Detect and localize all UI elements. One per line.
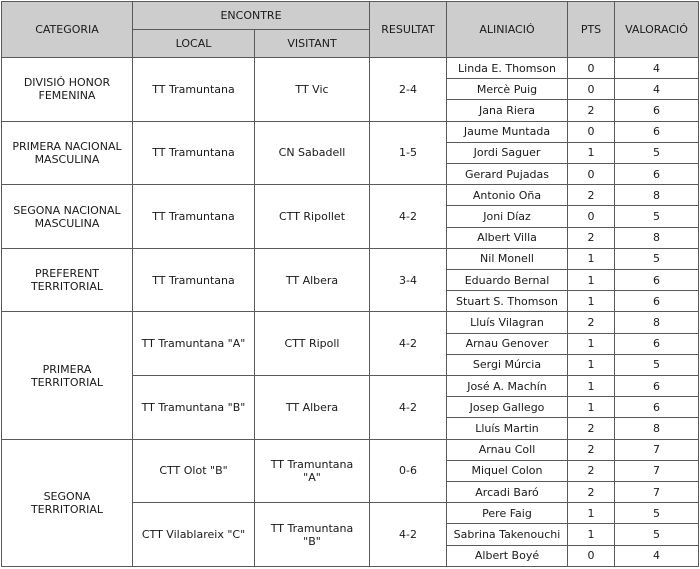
player-pts-cell: 1 (568, 270, 615, 291)
player-name-cell: Stuart S. Thomson (447, 291, 568, 312)
player-name-cell: Nil Monell (447, 248, 568, 269)
local-team-cell: TT Tramuntana "B" (133, 376, 255, 440)
visitant-team-cell: TT Vic (255, 58, 370, 122)
player-name-cell: Jana Riera (447, 100, 568, 121)
player-name-cell: Lluís Martin (447, 418, 568, 439)
player-pts-cell: 1 (568, 248, 615, 269)
player-rating-cell: 5 (615, 503, 699, 524)
player-rating-cell: 8 (615, 185, 699, 206)
visitant-team-cell: TT Albera (255, 248, 370, 312)
player-pts-cell: 2 (568, 482, 615, 503)
player-rating-cell: 6 (615, 270, 699, 291)
header-valoracio: VALORACIÓ (615, 2, 699, 58)
header-visitant: VISITANT (255, 30, 370, 58)
player-pts-cell: 1 (568, 397, 615, 418)
table-header (2, 2, 699, 58)
result-cell: 0-6 (370, 439, 447, 503)
local-team-cell: TT Tramuntana (133, 121, 255, 185)
player-pts-cell: 2 (568, 439, 615, 460)
result-cell: 4-2 (370, 376, 447, 440)
player-pts-cell: 1 (568, 524, 615, 545)
player-rating-cell: 6 (615, 291, 699, 312)
result-cell: 4-2 (370, 185, 447, 249)
player-pts-cell: 1 (568, 376, 615, 397)
table-row (2, 185, 699, 206)
player-name-cell: Josep Gallego (447, 397, 568, 418)
player-name-cell: Jordi Saguer (447, 142, 568, 163)
player-pts-cell: 2 (568, 185, 615, 206)
player-rating-cell: 7 (615, 482, 699, 503)
player-rating-cell: 7 (615, 460, 699, 481)
local-team-cell: TT Tramuntana (133, 58, 255, 122)
player-name-cell: Eduardo Bernal (447, 270, 568, 291)
result-cell: 4-2 (370, 503, 447, 567)
category-cell: SEGONA NACIONAL MASCULINA (2, 185, 133, 249)
player-rating-cell: 6 (615, 333, 699, 354)
visitant-team-cell: CTT Ripoll (255, 312, 370, 376)
player-name-cell: Arnau Genover (447, 333, 568, 354)
player-pts-cell: 1 (568, 333, 615, 354)
player-rating-cell: 5 (615, 354, 699, 375)
player-rating-cell: 4 (615, 79, 699, 100)
category-cell: DIVISIÓ HONOR FEMENINA (2, 58, 133, 122)
player-rating-cell: 8 (615, 418, 699, 439)
player-name-cell: Arnau Coll (447, 439, 568, 460)
visitant-team-cell: CTT Ripollet (255, 185, 370, 249)
header-encontre: ENCONTRE (133, 2, 370, 30)
player-name-cell: Sabrina Takenouchi (447, 524, 568, 545)
player-pts-cell: 0 (568, 164, 615, 185)
player-rating-cell: 4 (615, 545, 699, 566)
player-pts-cell: 1 (568, 354, 615, 375)
player-pts-cell: 0 (568, 206, 615, 227)
player-name-cell: Joni Díaz (447, 206, 568, 227)
player-pts-cell: 2 (568, 312, 615, 333)
player-rating-cell: 8 (615, 227, 699, 248)
player-name-cell: Antonio Oña (447, 185, 568, 206)
player-pts-cell: 1 (568, 291, 615, 312)
player-pts-cell: 0 (568, 79, 615, 100)
header-resultat: RESULTAT (370, 2, 447, 58)
table-row (2, 58, 699, 79)
player-pts-cell: 0 (568, 58, 615, 79)
player-rating-cell: 7 (615, 439, 699, 460)
player-pts-cell: 1 (568, 142, 615, 163)
category-cell: PRIMERA NACIONAL MASCULINA (2, 121, 133, 185)
player-name-cell: Arcadi Baró (447, 482, 568, 503)
player-rating-cell: 6 (615, 376, 699, 397)
category-cell: SEGONA TERRITORIAL (2, 439, 133, 566)
player-pts-cell: 2 (568, 100, 615, 121)
player-rating-cell: 6 (615, 397, 699, 418)
player-name-cell: Albert Villa (447, 227, 568, 248)
player-rating-cell: 6 (615, 100, 699, 121)
player-name-cell: Sergi Múrcia (447, 354, 568, 375)
local-team-cell: TT Tramuntana "A" (133, 312, 255, 376)
local-team-cell: CTT Olot "B" (133, 439, 255, 503)
player-name-cell: Albert Boyé (447, 545, 568, 566)
player-name-cell: Pere Faig (447, 503, 568, 524)
category-cell: PRIMERA TERRITORIAL (2, 312, 133, 439)
category-cell: PREFERENT TERRITORIAL (2, 248, 133, 312)
player-pts-cell: 2 (568, 418, 615, 439)
player-rating-cell: 4 (615, 58, 699, 79)
result-cell: 2-4 (370, 58, 447, 122)
player-pts-cell: 0 (568, 545, 615, 566)
player-rating-cell: 6 (615, 164, 699, 185)
result-cell: 1-5 (370, 121, 447, 185)
player-rating-cell: 5 (615, 524, 699, 545)
visitant-team-cell: TT Tramuntana "B" (255, 503, 370, 567)
local-team-cell: TT Tramuntana (133, 248, 255, 312)
player-rating-cell: 8 (615, 312, 699, 333)
player-pts-cell: 0 (568, 121, 615, 142)
table-row (2, 439, 699, 460)
header-categoria: CATEGORIA (2, 2, 133, 58)
player-rating-cell: 5 (615, 248, 699, 269)
player-name-cell: José A. Machín (447, 376, 568, 397)
header-local: LOCAL (133, 30, 255, 58)
visitant-team-cell: TT Albera (255, 376, 370, 440)
results-table (1, 1, 699, 567)
header-alineacio: ALINIACIÓ (447, 2, 568, 58)
player-pts-cell: 2 (568, 460, 615, 481)
result-cell: 4-2 (370, 312, 447, 376)
visitant-team-cell: TT Tramuntana "A" (255, 439, 370, 503)
player-name-cell: Lluís Vilagran (447, 312, 568, 333)
player-name-cell: Linda E. Thomson (447, 58, 568, 79)
player-rating-cell: 6 (615, 121, 699, 142)
player-name-cell: Mercè Puig (447, 79, 568, 100)
table-row (2, 312, 699, 333)
local-team-cell: CTT Vilablareix "C" (133, 503, 255, 567)
header-pts: PTS (568, 2, 615, 58)
player-name-cell: Miquel Colon (447, 460, 568, 481)
player-name-cell: Gerard Pujadas (447, 164, 568, 185)
table-row (2, 248, 699, 269)
local-team-cell: TT Tramuntana (133, 185, 255, 249)
visitant-team-cell: CN Sabadell (255, 121, 370, 185)
result-cell: 3-4 (370, 248, 447, 312)
player-rating-cell: 5 (615, 142, 699, 163)
table-row (2, 121, 699, 142)
player-rating-cell: 5 (615, 206, 699, 227)
table-body (2, 58, 699, 567)
player-pts-cell: 2 (568, 227, 615, 248)
player-name-cell: Jaume Muntada (447, 121, 568, 142)
player-pts-cell: 1 (568, 503, 615, 524)
